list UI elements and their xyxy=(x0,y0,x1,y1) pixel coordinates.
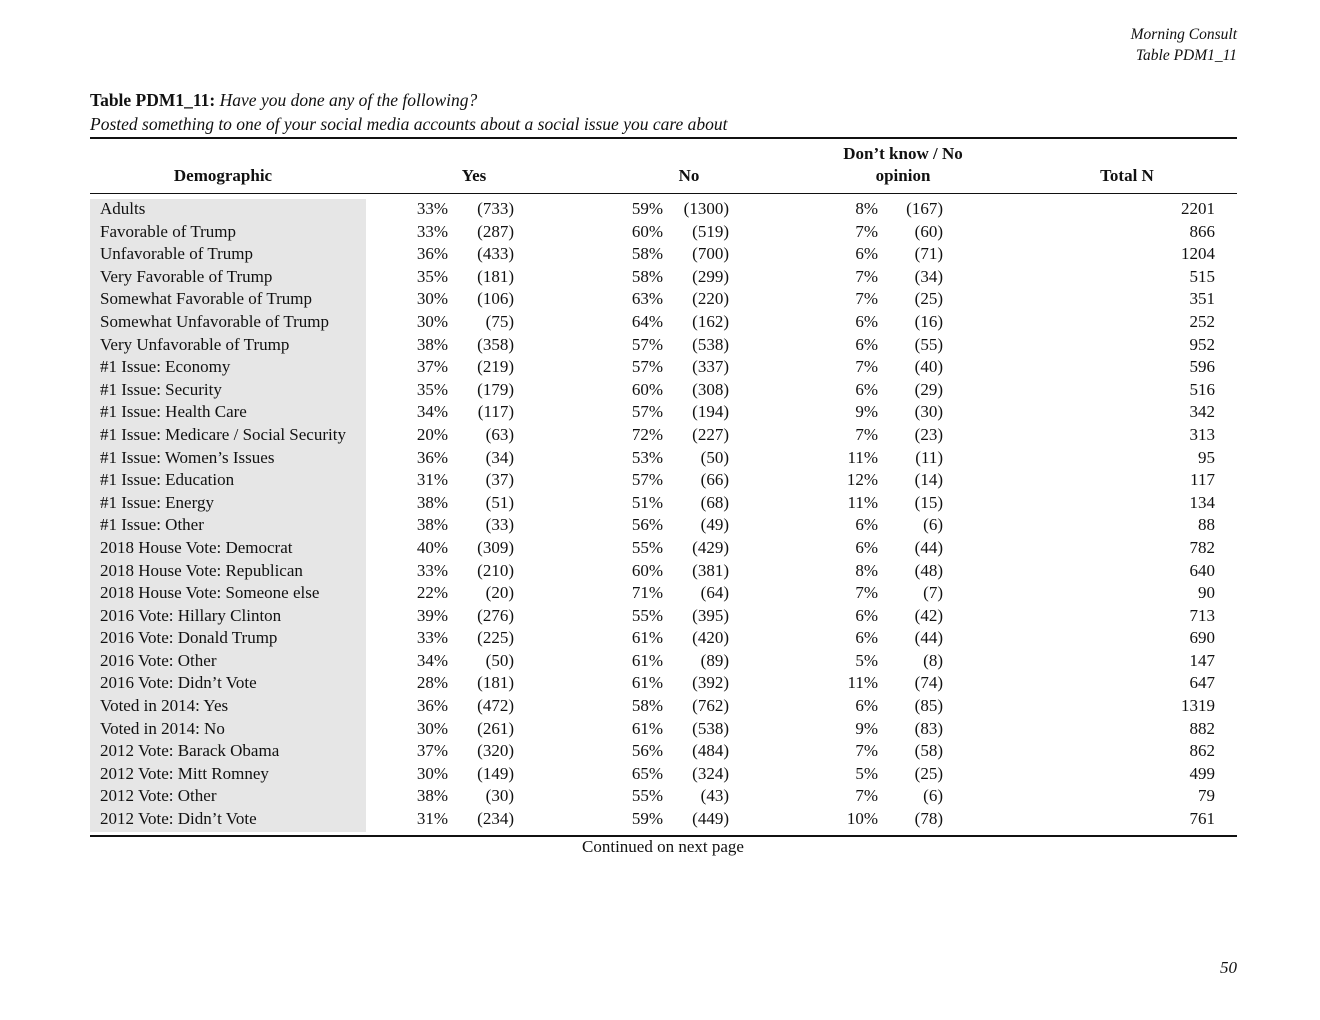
no-n: (89) xyxy=(700,650,729,670)
total-n: 252 xyxy=(1189,311,1215,331)
row-label: Adults xyxy=(100,199,146,218)
no-n: (50) xyxy=(700,447,729,467)
table-row xyxy=(90,785,1237,808)
yes-n: (210) xyxy=(477,560,514,580)
row-label: Somewhat Favorable of Trump xyxy=(100,289,313,309)
table-row xyxy=(90,537,1237,560)
total-n: 882 xyxy=(1189,718,1215,738)
yes-n: (181) xyxy=(477,673,514,693)
no-n: (324) xyxy=(692,763,729,783)
no-n: (227) xyxy=(692,424,729,444)
total-n: 647 xyxy=(1189,673,1215,693)
yes-pct: 28% xyxy=(416,673,448,693)
yes-pct: 38% xyxy=(416,515,448,535)
table-row xyxy=(90,627,1237,650)
no-pct: 57% xyxy=(631,402,663,422)
dk-pct: 6% xyxy=(855,379,878,399)
dk-n: (25) xyxy=(914,763,943,783)
no-n: (449) xyxy=(692,809,729,829)
row-label: Unfavorable of Trump xyxy=(100,244,253,264)
table-row xyxy=(90,198,1237,221)
yes-n: (358) xyxy=(477,334,514,354)
table-row xyxy=(90,763,1237,786)
no-pct: 61% xyxy=(631,650,663,670)
yes-pct: 22% xyxy=(416,583,448,603)
row-label: 2018 House Vote: Republican xyxy=(100,560,303,580)
row-label: #1 Issue: Energy xyxy=(100,492,214,512)
yes-n: (433) xyxy=(477,244,514,264)
row-label: 2018 House Vote: Democrat xyxy=(100,537,293,557)
no-n: (538) xyxy=(692,718,729,738)
table-row xyxy=(90,243,1237,266)
dk-pct: 7% xyxy=(855,583,878,603)
table-row xyxy=(90,266,1237,289)
yes-n: (30) xyxy=(485,786,514,806)
row-label: 2016 Vote: Didn’t Vote xyxy=(100,673,257,693)
dk-pct: 6% xyxy=(855,334,878,354)
no-n: (220) xyxy=(692,289,729,309)
no-n: (519) xyxy=(692,221,729,241)
dk-n: (29) xyxy=(914,379,943,399)
table-row xyxy=(90,808,1237,831)
total-n: 862 xyxy=(1189,741,1215,761)
no-pct: 59% xyxy=(631,809,663,829)
dk-n: (8) xyxy=(923,650,943,670)
no-pct: 61% xyxy=(631,718,663,738)
top-rule xyxy=(90,137,1237,139)
table-subtitle: Posted something to one of your social media accounts about a social issue you care about xyxy=(90,114,728,134)
total-n: 515 xyxy=(1189,266,1215,286)
dk-n: (44) xyxy=(914,537,943,557)
yes-n: (219) xyxy=(477,357,514,377)
dk-n: (83) xyxy=(914,718,943,738)
dk-pct: 7% xyxy=(855,357,878,377)
yes-pct: 20% xyxy=(416,424,448,444)
total-n: 640 xyxy=(1189,560,1215,580)
no-pct: 58% xyxy=(631,266,663,286)
yes-pct: 36% xyxy=(416,696,448,716)
no-n: (420) xyxy=(692,628,729,648)
page-number: 50 xyxy=(1220,958,1237,977)
dk-pct: 7% xyxy=(855,424,878,444)
no-pct: 55% xyxy=(631,786,663,806)
row-label: 2018 House Vote: Someone else xyxy=(100,583,320,603)
total-n: 516 xyxy=(1189,379,1215,399)
no-pct: 60% xyxy=(631,379,663,399)
table-label: Table PDM1_11: xyxy=(90,90,216,110)
yes-pct: 38% xyxy=(416,786,448,806)
total-n: 596 xyxy=(1189,357,1215,377)
row-label: #1 Issue: Health Care xyxy=(100,402,247,422)
dk-n: (40) xyxy=(914,357,943,377)
no-pct: 55% xyxy=(631,537,663,557)
row-label: #1 Issue: Education xyxy=(100,470,235,490)
dk-pct: 8% xyxy=(855,560,878,580)
row-label: #1 Issue: Women’s Issues xyxy=(100,447,275,467)
table-body xyxy=(90,198,1237,831)
dk-n: (60) xyxy=(914,221,943,241)
total-n: 90 xyxy=(1198,583,1215,603)
dk-n: (167) xyxy=(906,199,943,218)
col-header-yes: Yes xyxy=(461,166,487,185)
yes-pct: 36% xyxy=(416,244,448,264)
no-pct: 56% xyxy=(631,741,663,761)
yes-n: (225) xyxy=(477,628,514,648)
dk-pct: 9% xyxy=(855,718,878,738)
no-pct: 59% xyxy=(631,199,663,218)
no-n: (43) xyxy=(700,786,729,806)
yes-pct: 37% xyxy=(416,357,448,377)
yes-pct: 30% xyxy=(416,289,448,309)
table-row xyxy=(90,582,1237,605)
dk-n: (6) xyxy=(923,515,943,535)
no-pct: 61% xyxy=(631,628,663,648)
dk-n: (55) xyxy=(914,334,943,354)
yes-n: (179) xyxy=(477,379,514,399)
table-row xyxy=(90,695,1237,718)
total-n: 313 xyxy=(1189,424,1215,444)
dk-pct: 10% xyxy=(846,809,878,829)
dk-n: (23) xyxy=(914,424,943,444)
dk-n: (42) xyxy=(914,605,943,625)
no-pct: 58% xyxy=(631,696,663,716)
dk-pct: 7% xyxy=(855,289,878,309)
dk-n: (30) xyxy=(914,402,943,422)
no-pct: 60% xyxy=(631,560,663,580)
col-header-dk-line2: opinion xyxy=(875,166,931,185)
table-row xyxy=(90,492,1237,515)
yes-pct: 30% xyxy=(416,763,448,783)
dk-n: (85) xyxy=(914,696,943,716)
row-label: 2012 Vote: Barack Obama xyxy=(100,741,280,761)
no-pct: 72% xyxy=(631,424,663,444)
dk-pct: 8% xyxy=(855,199,878,218)
dk-pct: 6% xyxy=(855,515,878,535)
table-question: Have you done any of the following? xyxy=(219,90,478,110)
dk-pct: 11% xyxy=(847,673,878,693)
table-title xyxy=(90,88,728,136)
row-label: Somewhat Unfavorable of Trump xyxy=(100,311,330,331)
dk-n: (34) xyxy=(914,266,943,286)
yes-pct: 37% xyxy=(416,741,448,761)
row-label: Favorable of Trump xyxy=(100,221,236,241)
dk-pct: 6% xyxy=(855,537,878,557)
dk-pct: 6% xyxy=(855,696,878,716)
yes-n: (34) xyxy=(485,447,514,467)
no-n: (337) xyxy=(692,357,729,377)
col-header-no: No xyxy=(678,166,700,185)
yes-n: (733) xyxy=(477,199,514,218)
total-n: 1204 xyxy=(1181,244,1215,264)
table-row xyxy=(90,356,1237,379)
table-row xyxy=(90,334,1237,357)
dk-n: (6) xyxy=(923,786,943,806)
row-label: #1 Issue: Security xyxy=(100,379,222,399)
table-row xyxy=(90,288,1237,311)
yes-n: (234) xyxy=(477,809,514,829)
no-n: (194) xyxy=(692,402,729,422)
yes-n: (106) xyxy=(477,289,514,309)
no-pct: 53% xyxy=(631,447,663,467)
yes-pct: 33% xyxy=(416,560,448,580)
yes-n: (117) xyxy=(477,402,514,422)
yes-pct: 30% xyxy=(416,718,448,738)
yes-n: (75) xyxy=(485,311,514,331)
header-org: Morning Consult xyxy=(1130,26,1237,43)
no-n: (395) xyxy=(692,605,729,625)
dk-pct: 6% xyxy=(855,244,878,264)
table-row xyxy=(90,469,1237,492)
header-rule xyxy=(90,193,1237,194)
yes-pct: 38% xyxy=(416,334,448,354)
continued-note: Continued on next page xyxy=(582,837,744,856)
yes-n: (261) xyxy=(477,718,514,738)
total-n: 2201 xyxy=(1181,199,1215,218)
yes-n: (51) xyxy=(485,492,514,512)
row-label: #1 Issue: Other xyxy=(100,515,204,535)
dk-pct: 7% xyxy=(855,741,878,761)
yes-pct: 30% xyxy=(416,311,448,331)
no-pct: 71% xyxy=(631,583,663,603)
no-n: (66) xyxy=(700,470,729,490)
total-n: 761 xyxy=(1189,809,1215,829)
yes-n: (20) xyxy=(485,583,514,603)
dk-n: (14) xyxy=(914,470,943,490)
no-n: (162) xyxy=(692,311,729,331)
dk-pct: 6% xyxy=(855,628,878,648)
no-pct: 61% xyxy=(631,673,663,693)
table-row xyxy=(90,514,1237,537)
yes-n: (181) xyxy=(477,266,514,286)
no-n: (538) xyxy=(692,334,729,354)
dk-n: (78) xyxy=(914,809,943,829)
yes-n: (33) xyxy=(485,515,514,535)
yes-pct: 33% xyxy=(416,221,448,241)
no-pct: 57% xyxy=(631,334,663,354)
dk-n: (11) xyxy=(915,447,943,467)
no-pct: 60% xyxy=(631,221,663,241)
yes-n: (287) xyxy=(477,221,514,241)
dk-pct: 9% xyxy=(855,402,878,422)
total-n: 499 xyxy=(1189,763,1215,783)
yes-n: (50) xyxy=(485,650,514,670)
no-n: (429) xyxy=(692,537,729,557)
no-n: (700) xyxy=(692,244,729,264)
no-pct: 64% xyxy=(631,311,663,331)
header-table-ref: Table PDM1_11 xyxy=(1135,47,1237,64)
yes-n: (309) xyxy=(477,537,514,557)
dk-pct: 7% xyxy=(855,786,878,806)
dk-n: (7) xyxy=(923,583,943,603)
total-n: 782 xyxy=(1189,537,1215,557)
col-header-dk xyxy=(803,143,1003,187)
yes-pct: 40% xyxy=(416,537,448,557)
yes-n: (276) xyxy=(477,605,514,625)
total-n: 147 xyxy=(1189,650,1215,670)
no-n: (381) xyxy=(692,560,729,580)
row-label: 2012 Vote: Other xyxy=(100,786,217,806)
yes-pct: 31% xyxy=(416,470,448,490)
no-n: (392) xyxy=(692,673,729,693)
table-row xyxy=(90,401,1237,424)
yes-pct: 38% xyxy=(416,492,448,512)
table-row xyxy=(90,424,1237,447)
row-label: Voted in 2014: No xyxy=(100,718,225,738)
no-n: (64) xyxy=(700,583,729,603)
no-pct: 63% xyxy=(631,289,663,309)
total-n: 690 xyxy=(1189,628,1215,648)
row-label: Very Favorable of Trump xyxy=(100,266,273,286)
no-n: (49) xyxy=(700,515,729,535)
yes-pct: 34% xyxy=(416,650,448,670)
no-n: (1300) xyxy=(683,199,729,218)
total-n: 1319 xyxy=(1181,696,1215,716)
dk-pct: 6% xyxy=(855,311,878,331)
no-pct: 56% xyxy=(631,515,663,535)
table-row xyxy=(90,650,1237,673)
yes-pct: 35% xyxy=(416,266,448,286)
total-n: 117 xyxy=(1190,470,1215,490)
no-pct: 58% xyxy=(631,244,663,264)
no-pct: 55% xyxy=(631,605,663,625)
dk-n: (48) xyxy=(914,560,943,580)
row-label: Voted in 2014: Yes xyxy=(100,696,229,716)
yes-n: (37) xyxy=(485,470,514,490)
row-label: 2012 Vote: Mitt Romney xyxy=(100,763,269,783)
row-label: 2016 Vote: Hillary Clinton xyxy=(100,605,282,625)
table-row xyxy=(90,379,1237,402)
total-n: 342 xyxy=(1189,402,1215,422)
dk-pct: 11% xyxy=(847,492,878,512)
no-n: (68) xyxy=(700,492,729,512)
yes-n: (472) xyxy=(477,696,514,716)
no-pct: 65% xyxy=(631,763,663,783)
dk-pct: 6% xyxy=(855,605,878,625)
yes-n: (63) xyxy=(485,424,514,444)
no-pct: 51% xyxy=(631,492,663,512)
col-header-dk-line1: Don’t know / No xyxy=(843,144,963,163)
yes-pct: 33% xyxy=(416,199,448,218)
dk-n: (44) xyxy=(914,628,943,648)
table-row xyxy=(90,311,1237,334)
row-label: #1 Issue: Economy xyxy=(100,357,231,377)
dk-n: (25) xyxy=(914,289,943,309)
total-n: 952 xyxy=(1189,334,1215,354)
yes-pct: 34% xyxy=(416,402,448,422)
running-header xyxy=(1131,24,1237,66)
row-label: 2012 Vote: Didn’t Vote xyxy=(100,809,257,829)
total-n: 134 xyxy=(1189,492,1215,512)
dk-n: (16) xyxy=(914,311,943,331)
table-row xyxy=(90,740,1237,763)
dk-pct: 11% xyxy=(847,447,878,467)
yes-n: (320) xyxy=(477,741,514,761)
dk-n: (58) xyxy=(914,741,943,761)
total-n: 713 xyxy=(1189,605,1215,625)
yes-pct: 36% xyxy=(416,447,448,467)
table-row xyxy=(90,221,1237,244)
table-row xyxy=(90,447,1237,470)
no-n: (308) xyxy=(692,379,729,399)
dk-pct: 7% xyxy=(855,266,878,286)
dk-pct: 12% xyxy=(846,470,878,490)
dk-pct: 5% xyxy=(855,763,878,783)
row-label: 2016 Vote: Donald Trump xyxy=(100,628,278,648)
row-label: Very Unfavorable of Trump xyxy=(100,334,290,354)
dk-pct: 5% xyxy=(855,650,878,670)
table-row xyxy=(90,718,1237,741)
total-n: 88 xyxy=(1198,515,1215,535)
total-n: 95 xyxy=(1198,447,1215,467)
col-header-total: Total N xyxy=(1100,166,1154,185)
col-header-demographic: Demographic xyxy=(173,166,273,185)
total-n: 79 xyxy=(1198,786,1215,806)
row-label: #1 Issue: Medicare / Social Security xyxy=(100,424,346,444)
yes-n: (149) xyxy=(477,763,514,783)
total-n: 866 xyxy=(1189,221,1215,241)
yes-pct: 31% xyxy=(416,809,448,829)
yes-pct: 39% xyxy=(416,605,448,625)
dk-pct: 7% xyxy=(855,221,878,241)
no-n: (762) xyxy=(692,696,729,716)
yes-pct: 33% xyxy=(416,628,448,648)
dk-n: (15) xyxy=(914,492,943,512)
table-row xyxy=(90,560,1237,583)
no-n: (484) xyxy=(692,741,729,761)
dk-n: (74) xyxy=(914,673,943,693)
dk-n: (71) xyxy=(914,244,943,264)
no-pct: 57% xyxy=(631,357,663,377)
yes-pct: 35% xyxy=(416,379,448,399)
row-label: 2016 Vote: Other xyxy=(100,650,217,670)
table-row xyxy=(90,605,1237,628)
table-row xyxy=(90,672,1237,695)
no-n: (299) xyxy=(692,266,729,286)
no-pct: 57% xyxy=(631,470,663,490)
total-n: 351 xyxy=(1189,289,1215,309)
